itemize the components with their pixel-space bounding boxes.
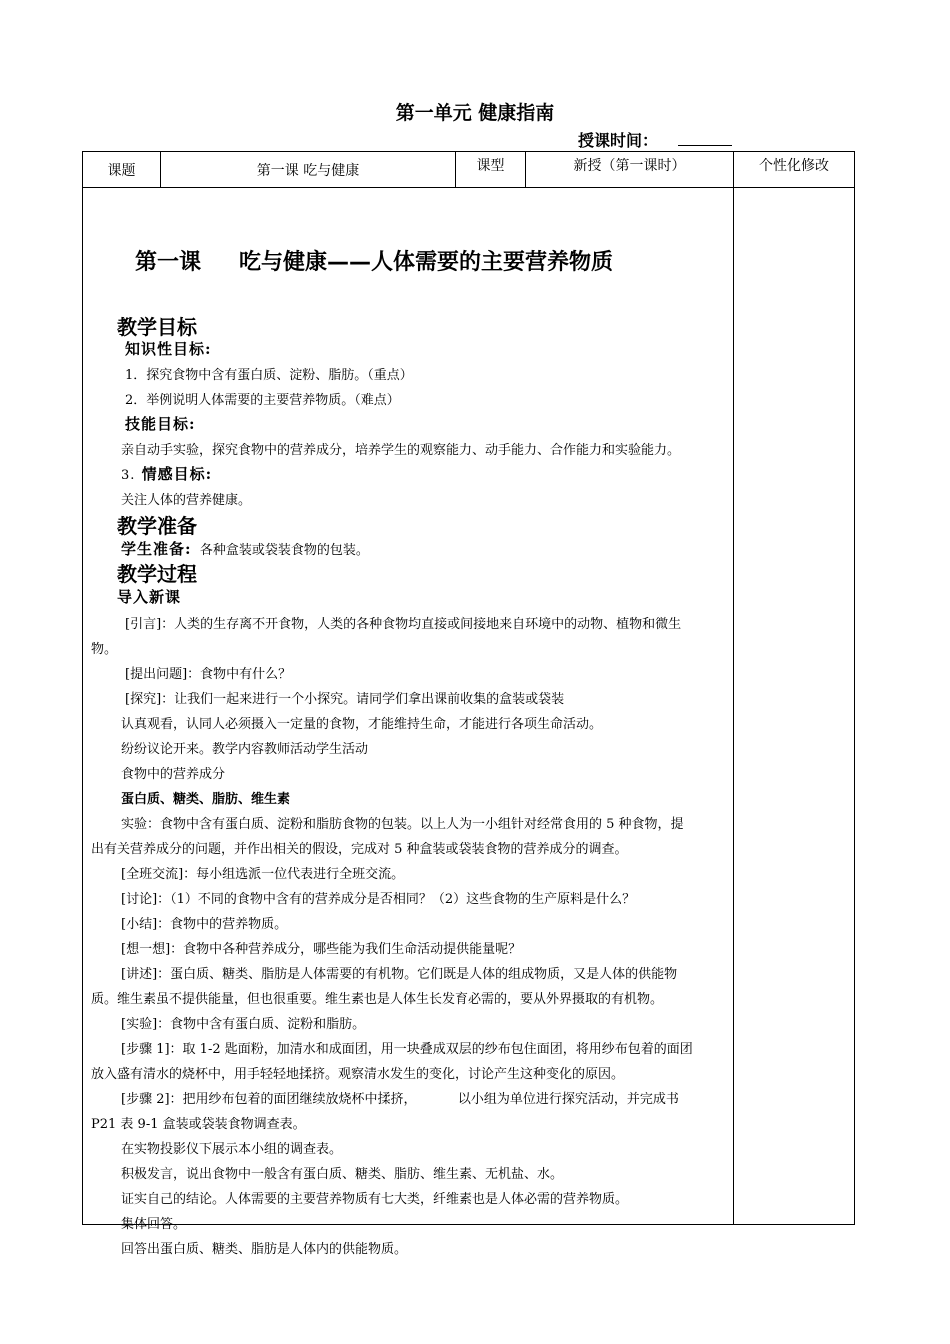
knowledge-heading: 知识性目标: xyxy=(125,340,212,358)
lesson-time xyxy=(578,128,732,151)
prep-heading: 教学准备 xyxy=(117,514,197,538)
intro-heading: 导入新课 xyxy=(117,588,182,606)
paragraph-intro-2: 物。 xyxy=(91,642,118,657)
goals-heading: 教学目标 xyxy=(117,315,197,339)
knowledge-item-1: 1．探究食物中含有蛋白质、淀粉、脂肪。（重点） xyxy=(125,368,413,383)
paragraph-discussion: [讨论]：（1）不同的食物中含有的营养成分是否相同？（2）这些食物的生产原料是什么？ xyxy=(121,892,636,907)
topic-value-cell: 第一课 吃与健康 xyxy=(161,152,456,188)
paragraph-summary: [小结]：食物中的营养物质。 xyxy=(121,917,288,932)
skill-heading: 技能目标: xyxy=(125,415,196,433)
type-value-cell: 新授（第一课时） xyxy=(526,152,734,188)
header-row xyxy=(83,152,855,188)
emotion-number: 3. xyxy=(121,468,136,483)
personal-edit-cell xyxy=(734,188,855,1225)
knowledge-item-2: 2．举例说明人体需要的主要营养物质。（难点） xyxy=(125,393,400,408)
emotion-heading-line xyxy=(121,463,212,484)
lesson-title-number: 第一课 xyxy=(135,250,202,275)
personal-edit-label-cell: 个性化修改 xyxy=(734,152,855,188)
paragraph-explain-1: [讲述]：蛋白质、糖类、脂肪是人体需要的有机物。它们既是人体的组成物质，又是人体的供能物 xyxy=(121,967,678,982)
document-title: 第一单元 健康指南 xyxy=(395,102,555,124)
lesson-time-label: 授课时间： xyxy=(578,131,659,150)
paragraph-confirm: 证实自己的结论。人体需要的主要营养物质有七大类，纤维素也是人体必需的营养物质。 xyxy=(121,1192,629,1207)
paragraph-nutrients: 食物中的营养成分 xyxy=(121,767,226,782)
student-prep-label: 学生准备: xyxy=(121,540,192,558)
lesson-plan-table xyxy=(82,151,855,1257)
paragraph-explain-2: 质。维生素虽不提供能量，但也很重要。维生素也是人体生长发育必需的，要从外界摄取的有机物。 xyxy=(91,992,664,1007)
lesson-title xyxy=(135,245,613,276)
paragraph-experiment-1: 实验：食物中含有蛋白质、淀粉和脂肪食物的包装。以上人为一小组针对经常食用的 5 种食物，提 xyxy=(121,817,684,832)
paragraph-experiment-2: 出有关营养成分的问题，并作出相关的假设，完成对 5 种盒装或袋装食物的营养成分的调查。 xyxy=(91,842,628,857)
topic-label-cell: 课题 xyxy=(83,152,161,188)
paragraph-intro-1: [引言]：人类的生存离不开食物，人类的各种食物均直接或间接地来自环境中的动物、植物和微生 xyxy=(125,617,682,632)
paragraph-step1-2: 放入盛有清水的烧杯中，用手轻轻地揉挤。观察清水发生的变化，讨论产生这种变化的原因。 xyxy=(91,1067,625,1082)
paragraph-think: [想一想]：食物中各种营养成分，哪些能为我们生命活动提供能量呢？ xyxy=(121,942,522,957)
paragraph-explore: [探究]：让我们一起来进行一个小探究。请同学们拿出课前收集的盒装或袋装 xyxy=(125,692,565,707)
paragraph-step1-1: [步骤 1]：取 1-2 匙面粉，加清水和成面团，用一块叠成双层的纱布包住面团，将用纱布包着的面团 xyxy=(121,1042,693,1057)
lesson-time-blank xyxy=(678,131,732,146)
paragraph-class-share: [全班交流]：每小组选派一位代表进行全班交流。 xyxy=(121,867,405,882)
paragraph-observe: 认真观看，认同人必须摄入一定量的食物，才能维持生命，才能进行各项生命活动。 xyxy=(121,717,603,732)
paragraph-experiment-title: [实验]：食物中含有蛋白质、淀粉和脂肪。 xyxy=(121,1017,366,1032)
paragraph-energy: 回答出蛋白质、糖类、脂肪是人体内的供能物质。 xyxy=(121,1242,408,1257)
paragraph-step2-1: [步骤 2]：把用纱布包着的面团继续放烧杯中揉挤， 以小组为单位进行探究活动，并完成书 xyxy=(121,1092,679,1107)
student-prep-line xyxy=(121,538,369,559)
lesson-title-text: 吃与健康——人体需要的主要营养物质 xyxy=(239,250,614,275)
type-label-cell: 课型 xyxy=(456,152,526,188)
emotion-heading: 情感目标: xyxy=(141,465,213,483)
process-heading: 教学过程 xyxy=(117,562,197,586)
paragraph-step2-2: P21 表 9-1 盒装或袋装食物调查表。 xyxy=(91,1117,306,1132)
paragraph-nutrient-list: 蛋白质、糖类、脂肪、维生素 xyxy=(121,792,291,807)
skill-text: 亲自动手实验，探究食物中的营养成分，培养学生的观察能力、动手能力、合作能力和实验能力。 xyxy=(121,443,681,458)
lesson-content-cell xyxy=(83,188,734,1257)
emotion-text: 关注人体的营养健康。 xyxy=(121,493,252,508)
student-prep-text: 各种盒装或袋装食物的包装。 xyxy=(199,543,369,558)
paragraph-speak: 积极发言，说出食物中一般含有蛋白质、糖类、脂肪、维生素、无机盐、水。 xyxy=(121,1167,564,1182)
paragraph-discuss: 纷纷议论开来。教学内容教师活动学生活动 xyxy=(121,742,369,757)
paragraph-answer: 集体回答。 xyxy=(121,1217,187,1232)
paragraph-question: [提出问题]：食物中有什么？ xyxy=(125,667,292,682)
paragraph-projection: 在实物投影仪下展示本小组的调查表。 xyxy=(121,1142,343,1157)
lesson-content xyxy=(83,188,733,1257)
